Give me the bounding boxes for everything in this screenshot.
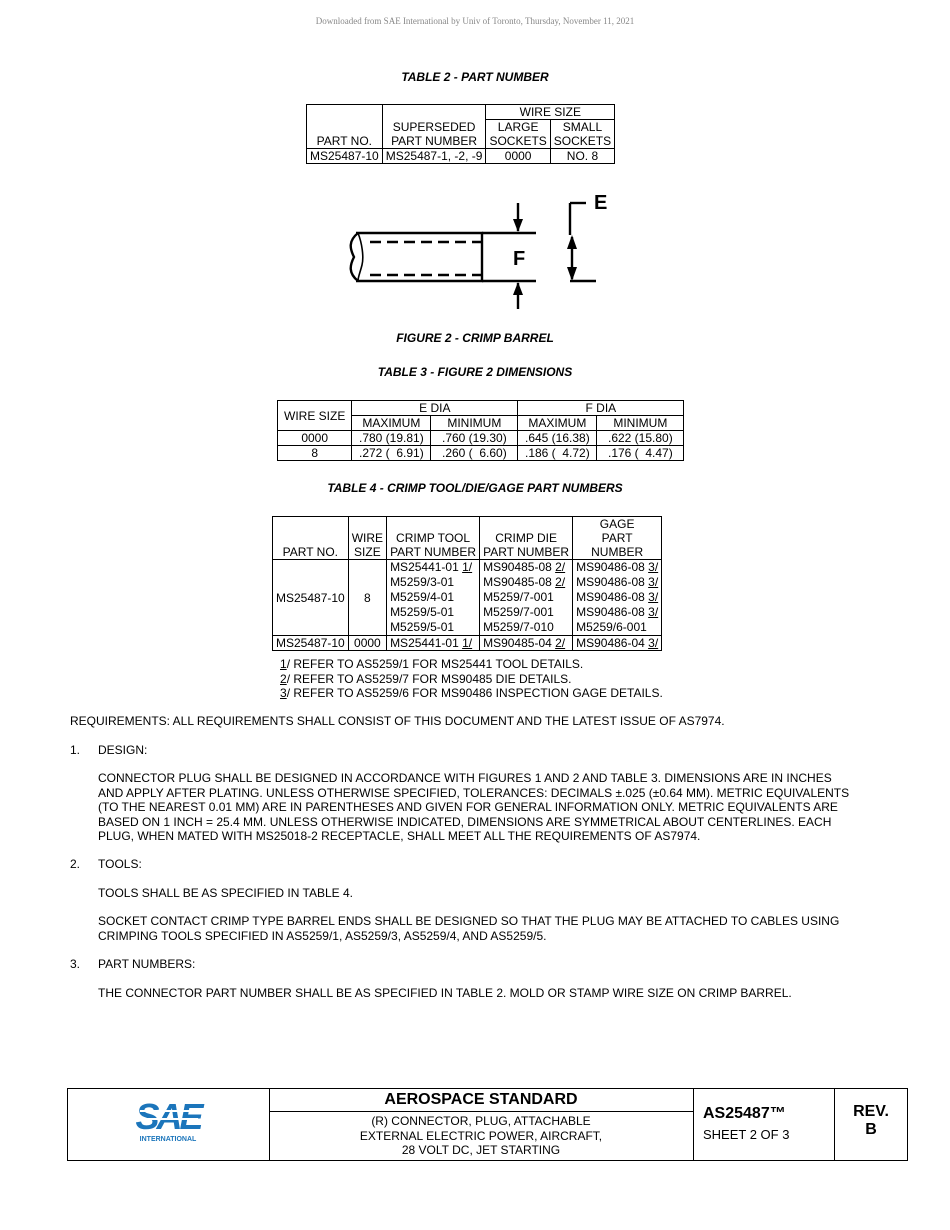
tools-paragraph-1: TOOLS SHALL BE AS SPECIFIED IN TABLE 4. bbox=[98, 886, 353, 900]
revision: REV. B bbox=[835, 1089, 907, 1160]
list-item: 2/ REFER TO AS5259/7 FOR MS90485 DIE DETAILS. bbox=[280, 671, 572, 686]
table-row: MS25487-10 8 MS25441-01 1/ M5259/3-01 M5259/4-01 M5259/5-01 M5259/5-01 MS90485-08 2/ MS90485-08 2/ M5259/7-001 M5259/7-001 M5259/7-010 MS90486-08 3/ MS90486-08 3/ MS90486-08 3/ MS90486-08 3/ M5259/6-001 bbox=[273, 560, 662, 636]
section-heading-design: DESIGN: bbox=[98, 743, 148, 757]
list-item: 3/ REFER TO AS5259/6 FOR MS90486 INSPECTION GAGE DETAILS. bbox=[280, 686, 663, 700]
table-row: 8 .272 ( 6.91) .260 ( 6.60) .186 ( 4.72) .176 ( 4.47) bbox=[278, 446, 684, 461]
table2 bbox=[306, 104, 615, 164]
title-block bbox=[67, 1088, 908, 1161]
table3-title: TABLE 3 - FIGURE 2 DIMENSIONS bbox=[377, 365, 573, 379]
figure2-caption: FIGURE 2 - CRIMP BARREL bbox=[396, 331, 554, 345]
table4-title: TABLE 4 - CRIMP TOOL/DIE/GAGE PART NUMBERS bbox=[327, 481, 623, 495]
table3-header-e-dia: E DIA bbox=[352, 401, 518, 416]
table2-header-large: LARGE SOCKETS bbox=[486, 120, 550, 149]
sae-logo bbox=[68, 1089, 270, 1160]
tools-paragraph-2: SOCKET CONTACT CRIMP TYPE BARREL ENDS SHALL BE DESIGNED SO THAT THE PLUG MAY BE ATTACHED TO CABLES USING CRIMPING TOOLS SPECIFIED IN AS5259/1, AS5259/3, AS5259/4, AND AS5259/5. bbox=[98, 914, 840, 943]
table2-header-part-no: PART NO. bbox=[307, 105, 383, 149]
section-number: 3. bbox=[70, 957, 81, 971]
table4-notes bbox=[280, 657, 663, 701]
table3-header-wire-size: WIRE SIZE bbox=[278, 401, 352, 431]
download-watermark: Downloaded from SAE International by Univ of Toronto, Thursday, November 11, 2021 bbox=[315, 16, 635, 26]
sheet-number: SHEET 2 OF 3 bbox=[703, 1127, 790, 1142]
table4 bbox=[272, 516, 662, 651]
table3: WIRE SIZE E DIA F DIA MAXIMUM MINIMUM MAXIMUM MINIMUM 0000 .780 (19.81) .760 (19.30) .645 (16.38) .622 (15.80) 8 .272 ( 6.91) .260 ( 6.60) .186 ( 4.72) .176 ( 4.47) bbox=[277, 400, 684, 461]
table4-header-crimp-die: CRIMP DIE PART NUMBER bbox=[480, 517, 573, 560]
barrel-outline bbox=[356, 233, 482, 281]
section-number: 1. bbox=[70, 743, 81, 757]
design-paragraph: CONNECTOR PLUG SHALL BE DESIGNED IN ACCORDANCE WITH FIGURES 1 AND 2 AND TABLE 3. DIMENSIONS ARE IN INCHES AND APPLY AFTER PLATING. UNLESS OTHERWISE SPECIFIED, TOLERANCES: DECIMALS ±.025 (±0.64 MM). METRIC EQUIVALENTS (TO THE NEAREST 0.01 MM) ARE IN PARENTHESES AND GIVEN FOR GENERAL INFORMATION ONLY. METRIC EQUIVALENTS ARE BASED ON 1 INCH = 25.4 MM. UNLESS OTHERWISE INDICATED, DIMENSIONS ARE SYMMETRICAL ABOUT CENTERLINES. EACH PLUG, WHEN MATED WITH MS25018-2 RECEPTACLE, SHALL MEET ALL THE REQUIREMENTS OF AS7974. bbox=[98, 771, 850, 843]
document-type: AEROSPACE STANDARD bbox=[269, 1089, 693, 1112]
table-row: MS25487-10 MS25487-1, -2, -9 0000 NO. 8 bbox=[307, 149, 615, 164]
section-number: 2. bbox=[70, 857, 81, 871]
sae-logo-subtext: INTERNATIONAL bbox=[139, 1136, 197, 1143]
barrel-break-left bbox=[351, 233, 358, 281]
table4-header-gage: GAGE PART NUMBER bbox=[573, 517, 662, 560]
sae-logo-text: SAE bbox=[135, 1096, 201, 1137]
requirements-statement: REQUIREMENTS: ALL REQUIREMENTS SHALL CONSIST OF THIS DOCUMENT AND THE LATEST ISSUE OF AS7974. bbox=[70, 714, 725, 728]
document-number: AS25487™ bbox=[703, 1105, 786, 1122]
dimension-label-e: E bbox=[594, 192, 608, 214]
table-row: 0000 .780 (19.81) .760 (19.30) .645 (16.38) .622 (15.80) bbox=[278, 431, 684, 446]
table2-title: TABLE 2 - PART NUMBER bbox=[401, 70, 549, 84]
revision-letter: B bbox=[865, 1121, 877, 1138]
list-item: 1/ REFER TO AS5259/1 FOR MS25441 TOOL DETAILS. bbox=[280, 657, 584, 671]
section-heading-part-numbers: PART NUMBERS: bbox=[98, 957, 196, 971]
table4-header-wire-size: WIRE SIZE bbox=[348, 517, 386, 560]
dimension-label-f: F bbox=[513, 248, 526, 270]
table-row: MS25487-10 0000 MS25441-01 1/ MS90485-04 2/ MS90486-04 3/ bbox=[273, 636, 662, 651]
crimp-barrel-figure bbox=[340, 185, 620, 315]
part-numbers-paragraph: THE CONNECTOR PART NUMBER SHALL BE AS SPECIFIED IN TABLE 2. MOLD OR STAMP WIRE SIZE ON CRIMP BARREL. bbox=[98, 986, 792, 1000]
table2-header-small: SMALL SOCKETS bbox=[550, 120, 614, 149]
document-title: (R) CONNECTOR, PLUG, ATTACHABLE EXTERNAL ELECTRIC POWER, AIRCRAFT, 28 VOLT DC, JET STARTING bbox=[359, 1114, 603, 1157]
table4-header-crimp-tool: CRIMP TOOL PART NUMBER bbox=[387, 517, 480, 560]
table2-header-superseded: SUPERSEDED PART NUMBER bbox=[382, 105, 486, 149]
table2-header-wire-size: WIRE SIZE bbox=[486, 105, 615, 120]
table4-header-part-no: PART NO. bbox=[273, 517, 349, 560]
section-heading-tools: TOOLS: bbox=[98, 857, 142, 871]
table3-header-f-dia: F DIA bbox=[518, 401, 684, 416]
